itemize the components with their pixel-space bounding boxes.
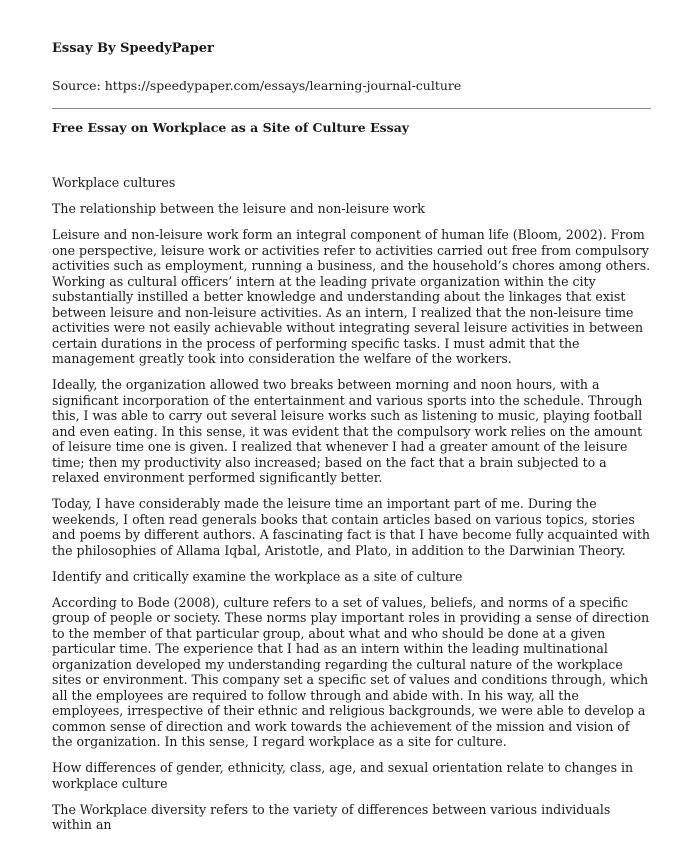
document-header [52, 40, 652, 94]
essay-title: Free Essay on Workplace as a Site of Culture Essay [52, 120, 410, 135]
section-heading: How differences of gender, ethnicity, class, age, and sexual orientation relate to changes in workplace culture [52, 760, 634, 791]
header-divider [52, 108, 651, 109]
body-paragraph: Ideally, the organization allowed two breaks between morning and noon hours, with a significant incorporation of the entertainment and various sports into the schedule. Through this, I was able to carry out several leisure works such as listening to music, playing football and even eating. In this sense, it was evident that the compulsory work relies on the amount of leisure time one is given. I realized that whenever I had a greater amount of the leisure time; then my productivity also increased; based on the fact that a brain subjected to a relaxed environment performed significantly better. [52, 377, 643, 485]
body-paragraph: Leisure and non-leisure work form an integral component of human life (Bloom, 2002). From one perspective, leisure work or activities refer to activities carried out free from compulsory activities such as employment, running a business, and the household’s chores among others. Working as cultural officers’ intern at the leading private organization within the city substantially instilled a better knowledge and understanding about the linkages that exist between leisure and non-leisure activities. As an intern, I realized that the non-leisure time activities were not easily achievable without integrating several leisure activities in between certain durations in the process of performing specific tasks. I must admit that the management greatly took into consideration the welfare of the workers. [52, 227, 651, 366]
body-paragraph: The Workplace diversity refers to the variety of differences between various individuals within an [52, 801, 611, 832]
site-title: Essay By SpeedyPaper [52, 41, 214, 56]
section-heading: Workplace cultures [52, 175, 176, 190]
body-paragraph: According to Bode (2008), culture refers to a set of values, beliefs, and norms of a specific group of people or society. These norms play important roles in providing a sense of direction to the member of that particular group, about what and who should be done at a given particular time. The experience that I had as an intern within the leading multinational organization developed my understanding regarding the cultural nature of the workplace sites or environment. This company set a specific set of values and conditions through, which all the employees are required to follow through and abide with. In his way, all the employees, irrespective of their ethnic and religious backgrounds, we were able to develop a common sense of direction and work towards the achievement of the mission and vision of the organization. In this sense, I regard workplace as a site for culture. [52, 594, 650, 749]
essay-body [52, 175, 654, 843]
section-heading: The relationship between the leisure and non-leisure work [52, 201, 425, 216]
source-line: Source: https://speedypaper.com/essays/learning-journal-culture [52, 78, 462, 93]
section-heading: Identify and critically examine the workplace as a site of culture [52, 568, 463, 584]
body-paragraph: Today, I have considerably made the leisure time an important part of me. During the weekends, I often read generals books that contain articles based on various topics, stories and poems by different authors. A fascinating fact is that I have become fully acquainted with the philosophies of Allama Iqbal, Aristotle, and Plato, in addition to the Darwinian Theory. [52, 496, 650, 558]
